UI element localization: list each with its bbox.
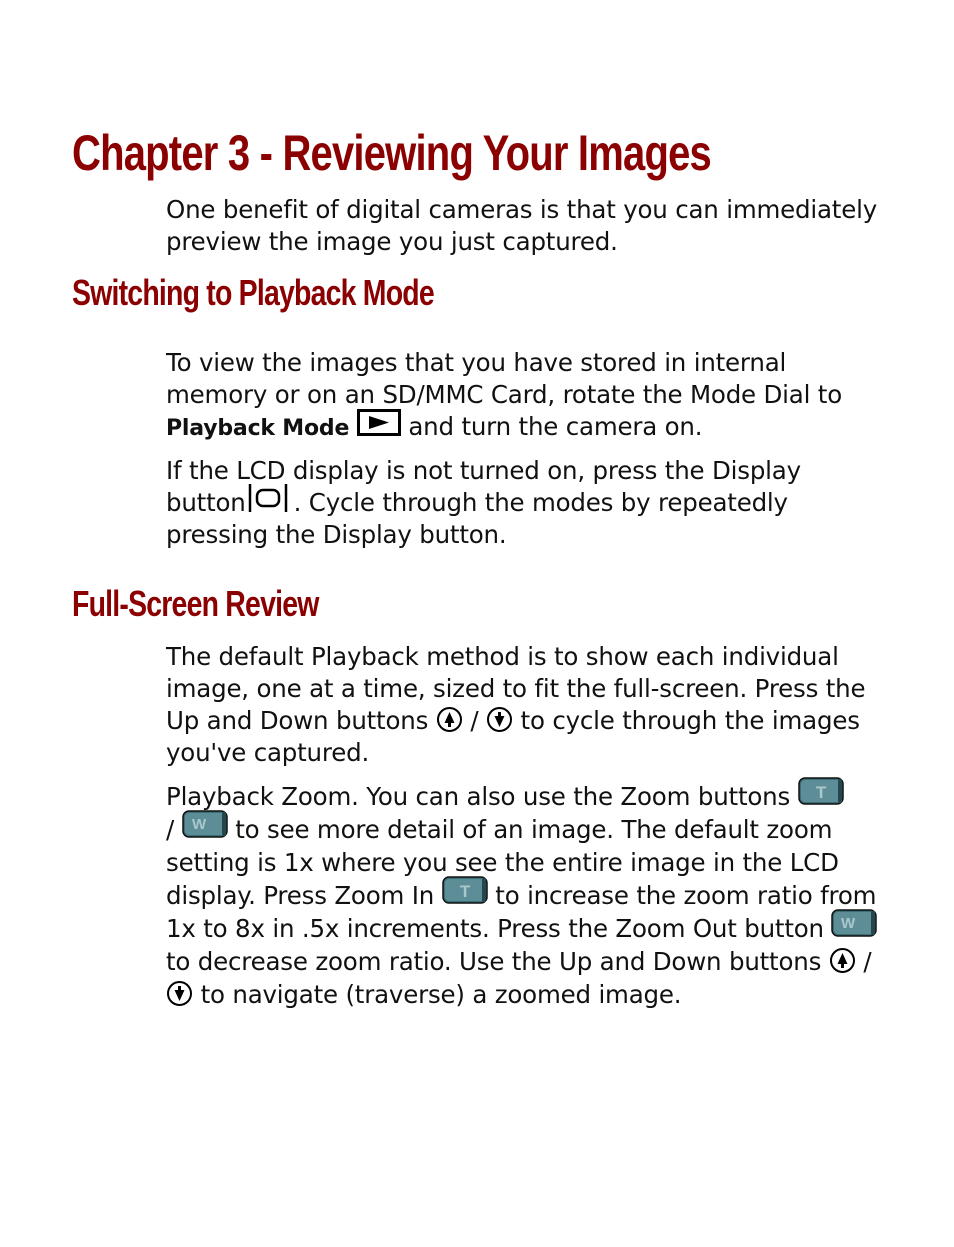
text-span: Playback Zoom. You can also use the Zoom buttons (166, 782, 798, 811)
text-span: to increase the zoom ratio from 1x to 8x in .5x increments. Press the Zoom Out button (166, 881, 877, 943)
text-span: / (855, 947, 872, 976)
text-span: / (166, 815, 182, 844)
up-button-icon (436, 706, 463, 733)
section-heading-playback: Switching to Playback Mode (72, 272, 434, 313)
down-button-icon (166, 980, 193, 1007)
section-heading-fullscreen: Full-Screen Review (72, 583, 319, 624)
zoom-in-icon (442, 876, 488, 904)
up-button-icon (829, 947, 856, 974)
text-span: The default Playback method is to show each individual image, one at a time, sized to fit the full-screen. Press the Up and Down buttons (166, 642, 866, 735)
playback-paragraph-1 (166, 347, 886, 445)
zoom-out-label: W (841, 915, 856, 932)
playback-paragraph-2 (166, 455, 886, 551)
zoom-out-icon (831, 909, 877, 937)
zoom-in-label: T (815, 783, 826, 802)
playback-mode-icon (357, 409, 401, 437)
text-span: If the LCD display is not turned on, press the Display button (166, 456, 801, 517)
zoom-in-label: T (459, 882, 470, 901)
intro-paragraph: One benefit of digital cameras is that you can immediately preview the image you just captured. (166, 195, 877, 256)
text-span: to cycle through the images you've captured. (166, 706, 860, 767)
text-span: to see more detail of an image. The default zoom setting is 1x where you see the entire image in the LCD display. Press Zoom In (166, 815, 839, 910)
text-span: and turn the camera on. (400, 412, 703, 441)
zoom-in-icon (798, 777, 844, 805)
fullscreen-paragraph-1 (166, 641, 886, 769)
down-button-icon (486, 706, 513, 733)
text-span: To view the images that you have stored in internal memory or on an SD/MMC Card, rotate the Mode Dial to (166, 348, 842, 409)
text-span: / (462, 706, 486, 735)
text-span: to navigate (traverse) a zoomed image. (193, 980, 682, 1009)
text-span: . Cycle through the modes by repeatedly pressing the Display button. (166, 488, 788, 549)
text-span: to decrease zoom ratio. Use the Up and Down buttons (166, 947, 829, 976)
playback-mode-label: Playback Mode (166, 416, 350, 441)
fullscreen-paragraph-2 (166, 780, 886, 1011)
chapter-title: Chapter 3 - Reviewing Your Images (72, 125, 711, 181)
zoom-out-label: W (191, 816, 206, 833)
zoom-out-icon (182, 810, 228, 838)
display-button-icon (246, 482, 294, 514)
